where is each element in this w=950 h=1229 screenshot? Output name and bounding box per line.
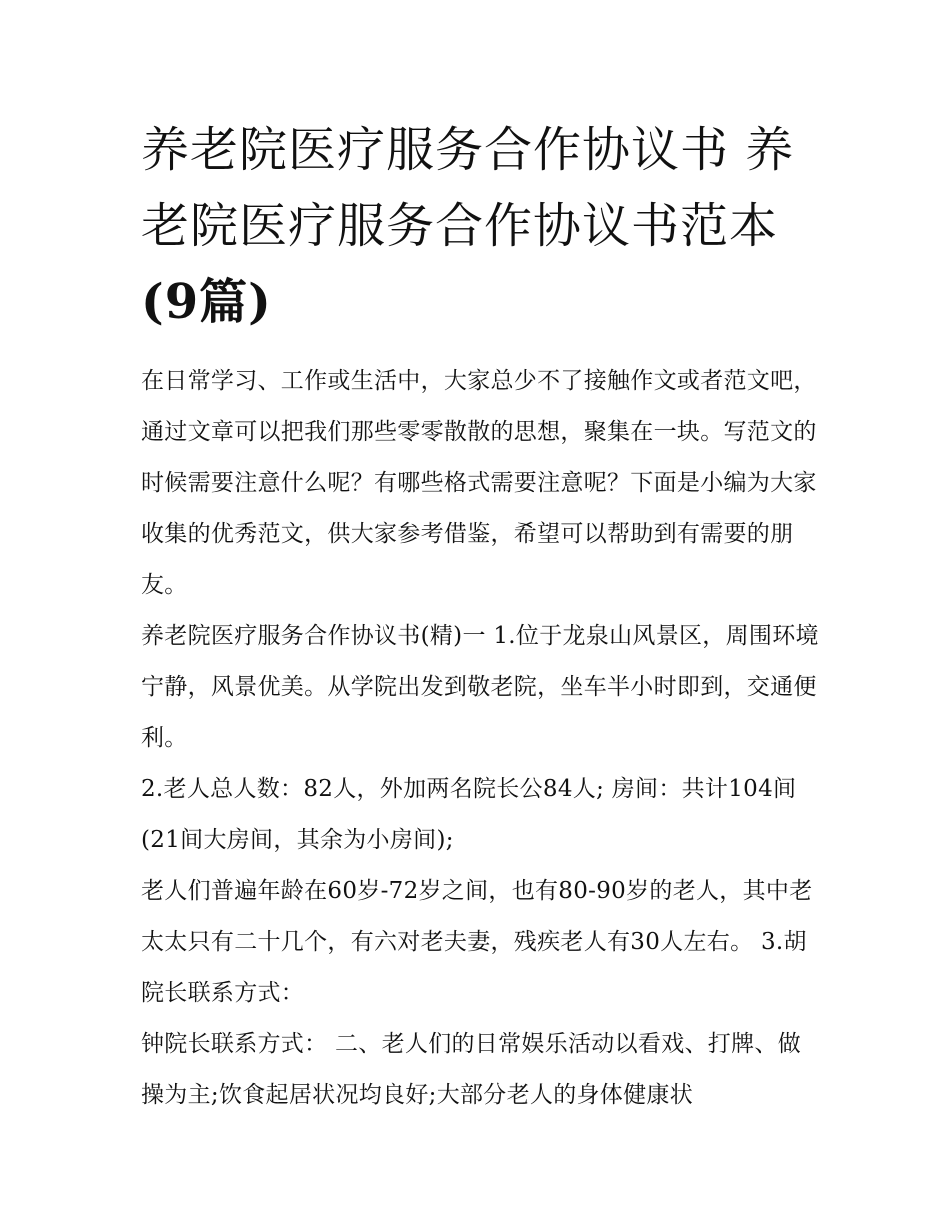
- paragraph-population: 2.老人总人数：82人，外加两名院长公84人; 房间：共计104间(21间大房间，其余为小房间);: [141, 776, 797, 853]
- paragraph-activities: 钟院长联系方式： 二、老人们的日常娱乐活动以看戏、打牌、做操为主;饮食起居状况均良好;大部分老人的身体健康状: [141, 1031, 802, 1108]
- title-tail: (9篇): [141, 274, 272, 330]
- title-main: 养老院医疗服务合作协议书 养老院医疗服务合作协议书范本: [141, 122, 795, 254]
- paragraph-age: 老人们普遍年龄在60岁-72岁之间，也有80-90岁的老人，其中老太太只有二十几个，有六对老夫妻，残疾老人有30人左右。 3.胡院长联系方式：: [141, 878, 813, 1006]
- document-title: [141, 112, 821, 340]
- paragraph-intro: 在日常学习、工作或生活中，大家总少不了接触作文或者范文吧，通过文章可以把我们那些零零散散的思想，聚集在一块。写范文的时候需要注意什么呢？有哪些格式需要注意呢？下面是小编为大家收集的优秀范文，供大家参考借鉴，希望可以帮助到有需要的朋友。: [141, 368, 817, 598]
- paragraph-location: 养老院医疗服务合作协议书(精)一 1.位于龙泉山风景区，周围环境宁静，风景优美。从学院出发到敬老院，坐车半小时即到，交通便利。: [141, 623, 819, 751]
- document-page: [141, 112, 821, 1121]
